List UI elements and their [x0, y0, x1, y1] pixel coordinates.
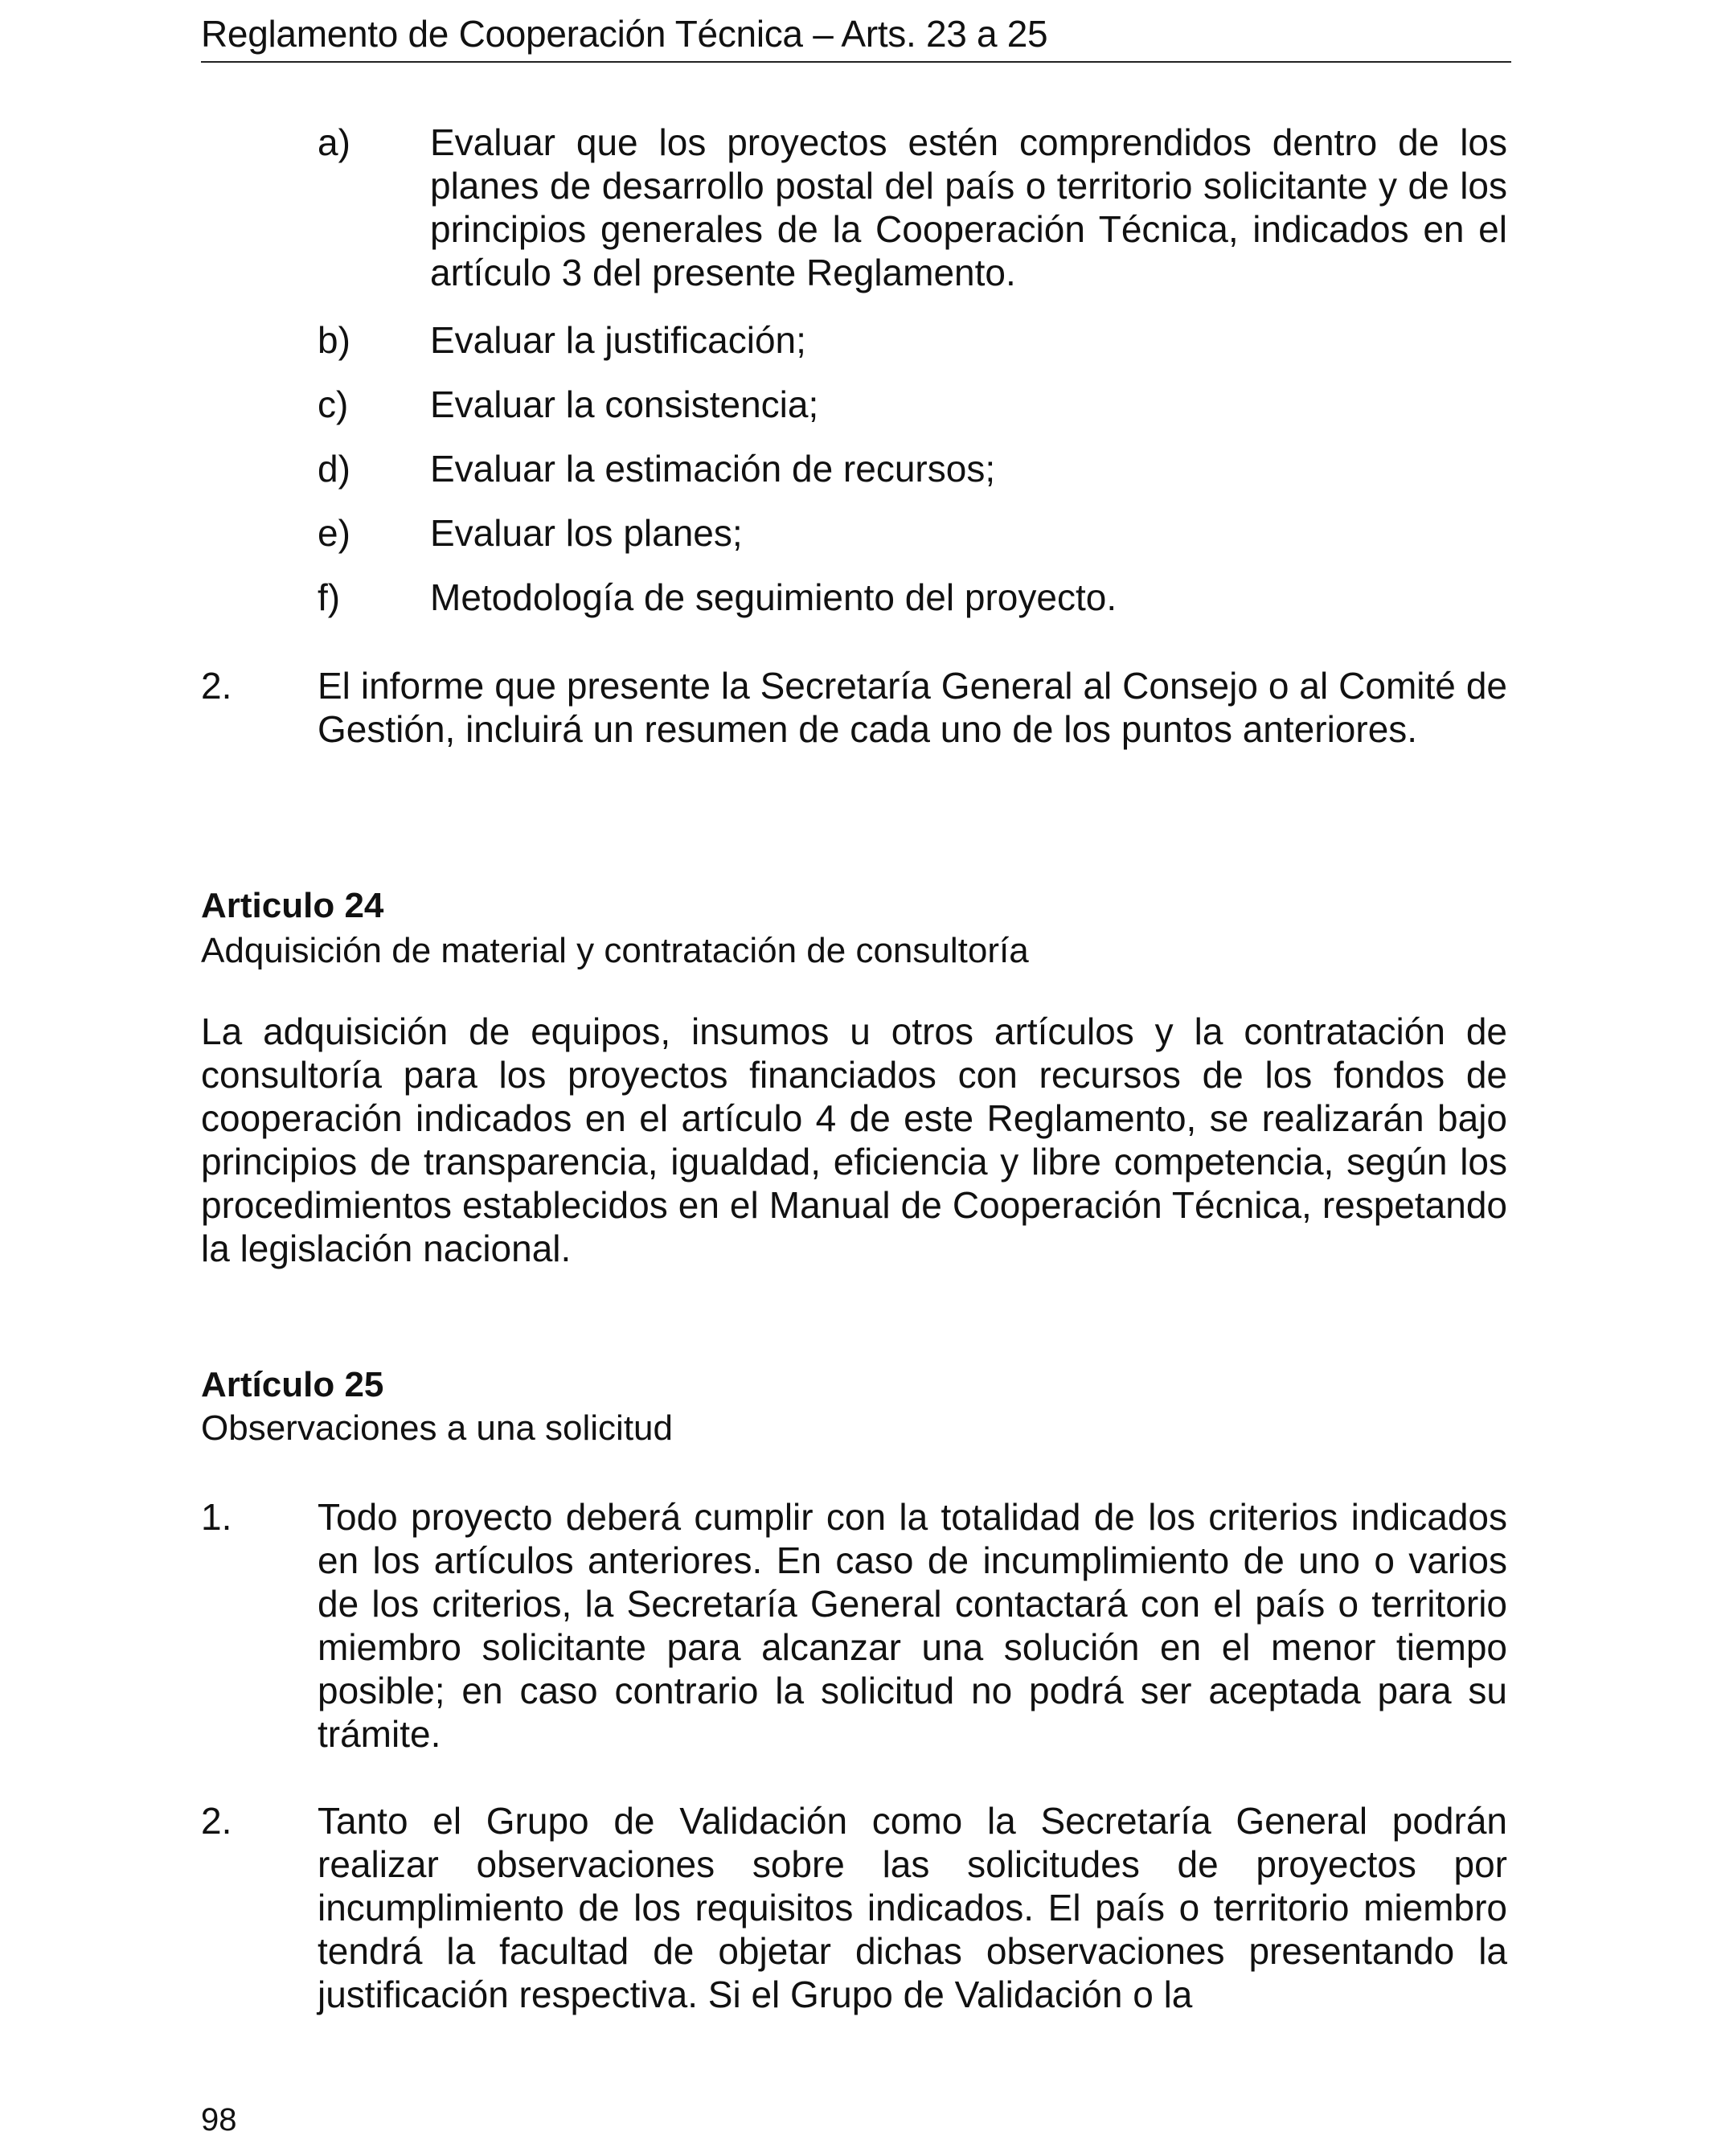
list-item-text: Evaluar la justificación;: [430, 319, 806, 361]
running-header: Reglamento de Cooperación Técnica – Arts. 23 a 25: [201, 13, 1048, 55]
article-24-title: Articulo 24: [201, 886, 384, 925]
list-item-text: Evaluar la consistencia;: [430, 383, 819, 425]
item-text: El informe que presente la Secretaría General al Consejo o al Comité de Gestión, incluirá un resumen de cada uno de los puntos anteriores.: [318, 665, 1507, 750]
list-marker: f): [318, 576, 341, 618]
article-25-title: Artículo 25: [201, 1365, 384, 1404]
list-item-text: Metodología de seguimiento del proyecto.: [430, 576, 1117, 618]
list-marker: b): [318, 319, 350, 361]
page-number: 98: [201, 2102, 237, 2138]
list-item-text: Evaluar la estimación de recursos;: [430, 448, 996, 490]
list-marker: c): [318, 383, 349, 425]
item-text: Tanto el Grupo de Validación como la Secretaría General podrán realizar observaciones sobre las solicitudes de proyectos por incumplimiento de los requisitos indicados. El país o territorio miembro tendrá la facultad de objetar dichas observaciones presentando la justificación respectiva. Si el Grupo de Validación o la: [318, 1800, 1507, 2015]
item-text: Todo proyecto deberá cumplir con la totalidad de los criterios indicados en los artículos anteriores. En caso de incumplimiento de uno o varios de los criterios, la Secretaría General contactará con el país o territorio miembro solicitante para alcanzar una solución en el menor tiempo posible; en caso contrario la solicitud no podrá ser aceptada para su trámite.: [318, 1496, 1507, 1755]
item-number: 1.: [201, 1496, 232, 1538]
item-number: 2.: [201, 665, 232, 707]
header-rule: [201, 61, 1511, 63]
article-25-subtitle: Observaciones a una solicitud: [201, 1408, 673, 1448]
list-item-text: Evaluar que los proyectos estén comprendidos dentro de los planes de desarrollo postal del país o territorio solicitante y de los principios generales de la Cooperación Técnica, indicados en el artículo 3 del presente Reglamento.: [430, 121, 1507, 293]
list-marker: d): [318, 448, 350, 490]
list-marker: a): [318, 121, 350, 163]
list-marker: e): [318, 512, 350, 554]
article-24-body: La adquisición de equipos, insumos u otros artículos y la contratación de consultoría para los proyectos financiados con recursos de los fondos de cooperación indicados en el artículo 4 de este Reglamento, se realizarán bajo principios de transparencia, igualdad, eficiencia y libre competencia, según los procedimientos establecidos en el Manual de Cooperación Técnica, respetando la legislación nacional.: [201, 1010, 1507, 1269]
item-number: 2.: [201, 1800, 232, 1842]
list-item-text: Evaluar los planes;: [430, 512, 743, 554]
article-24-subtitle: Adquisición de material y contratación de consultoría: [201, 931, 1029, 970]
